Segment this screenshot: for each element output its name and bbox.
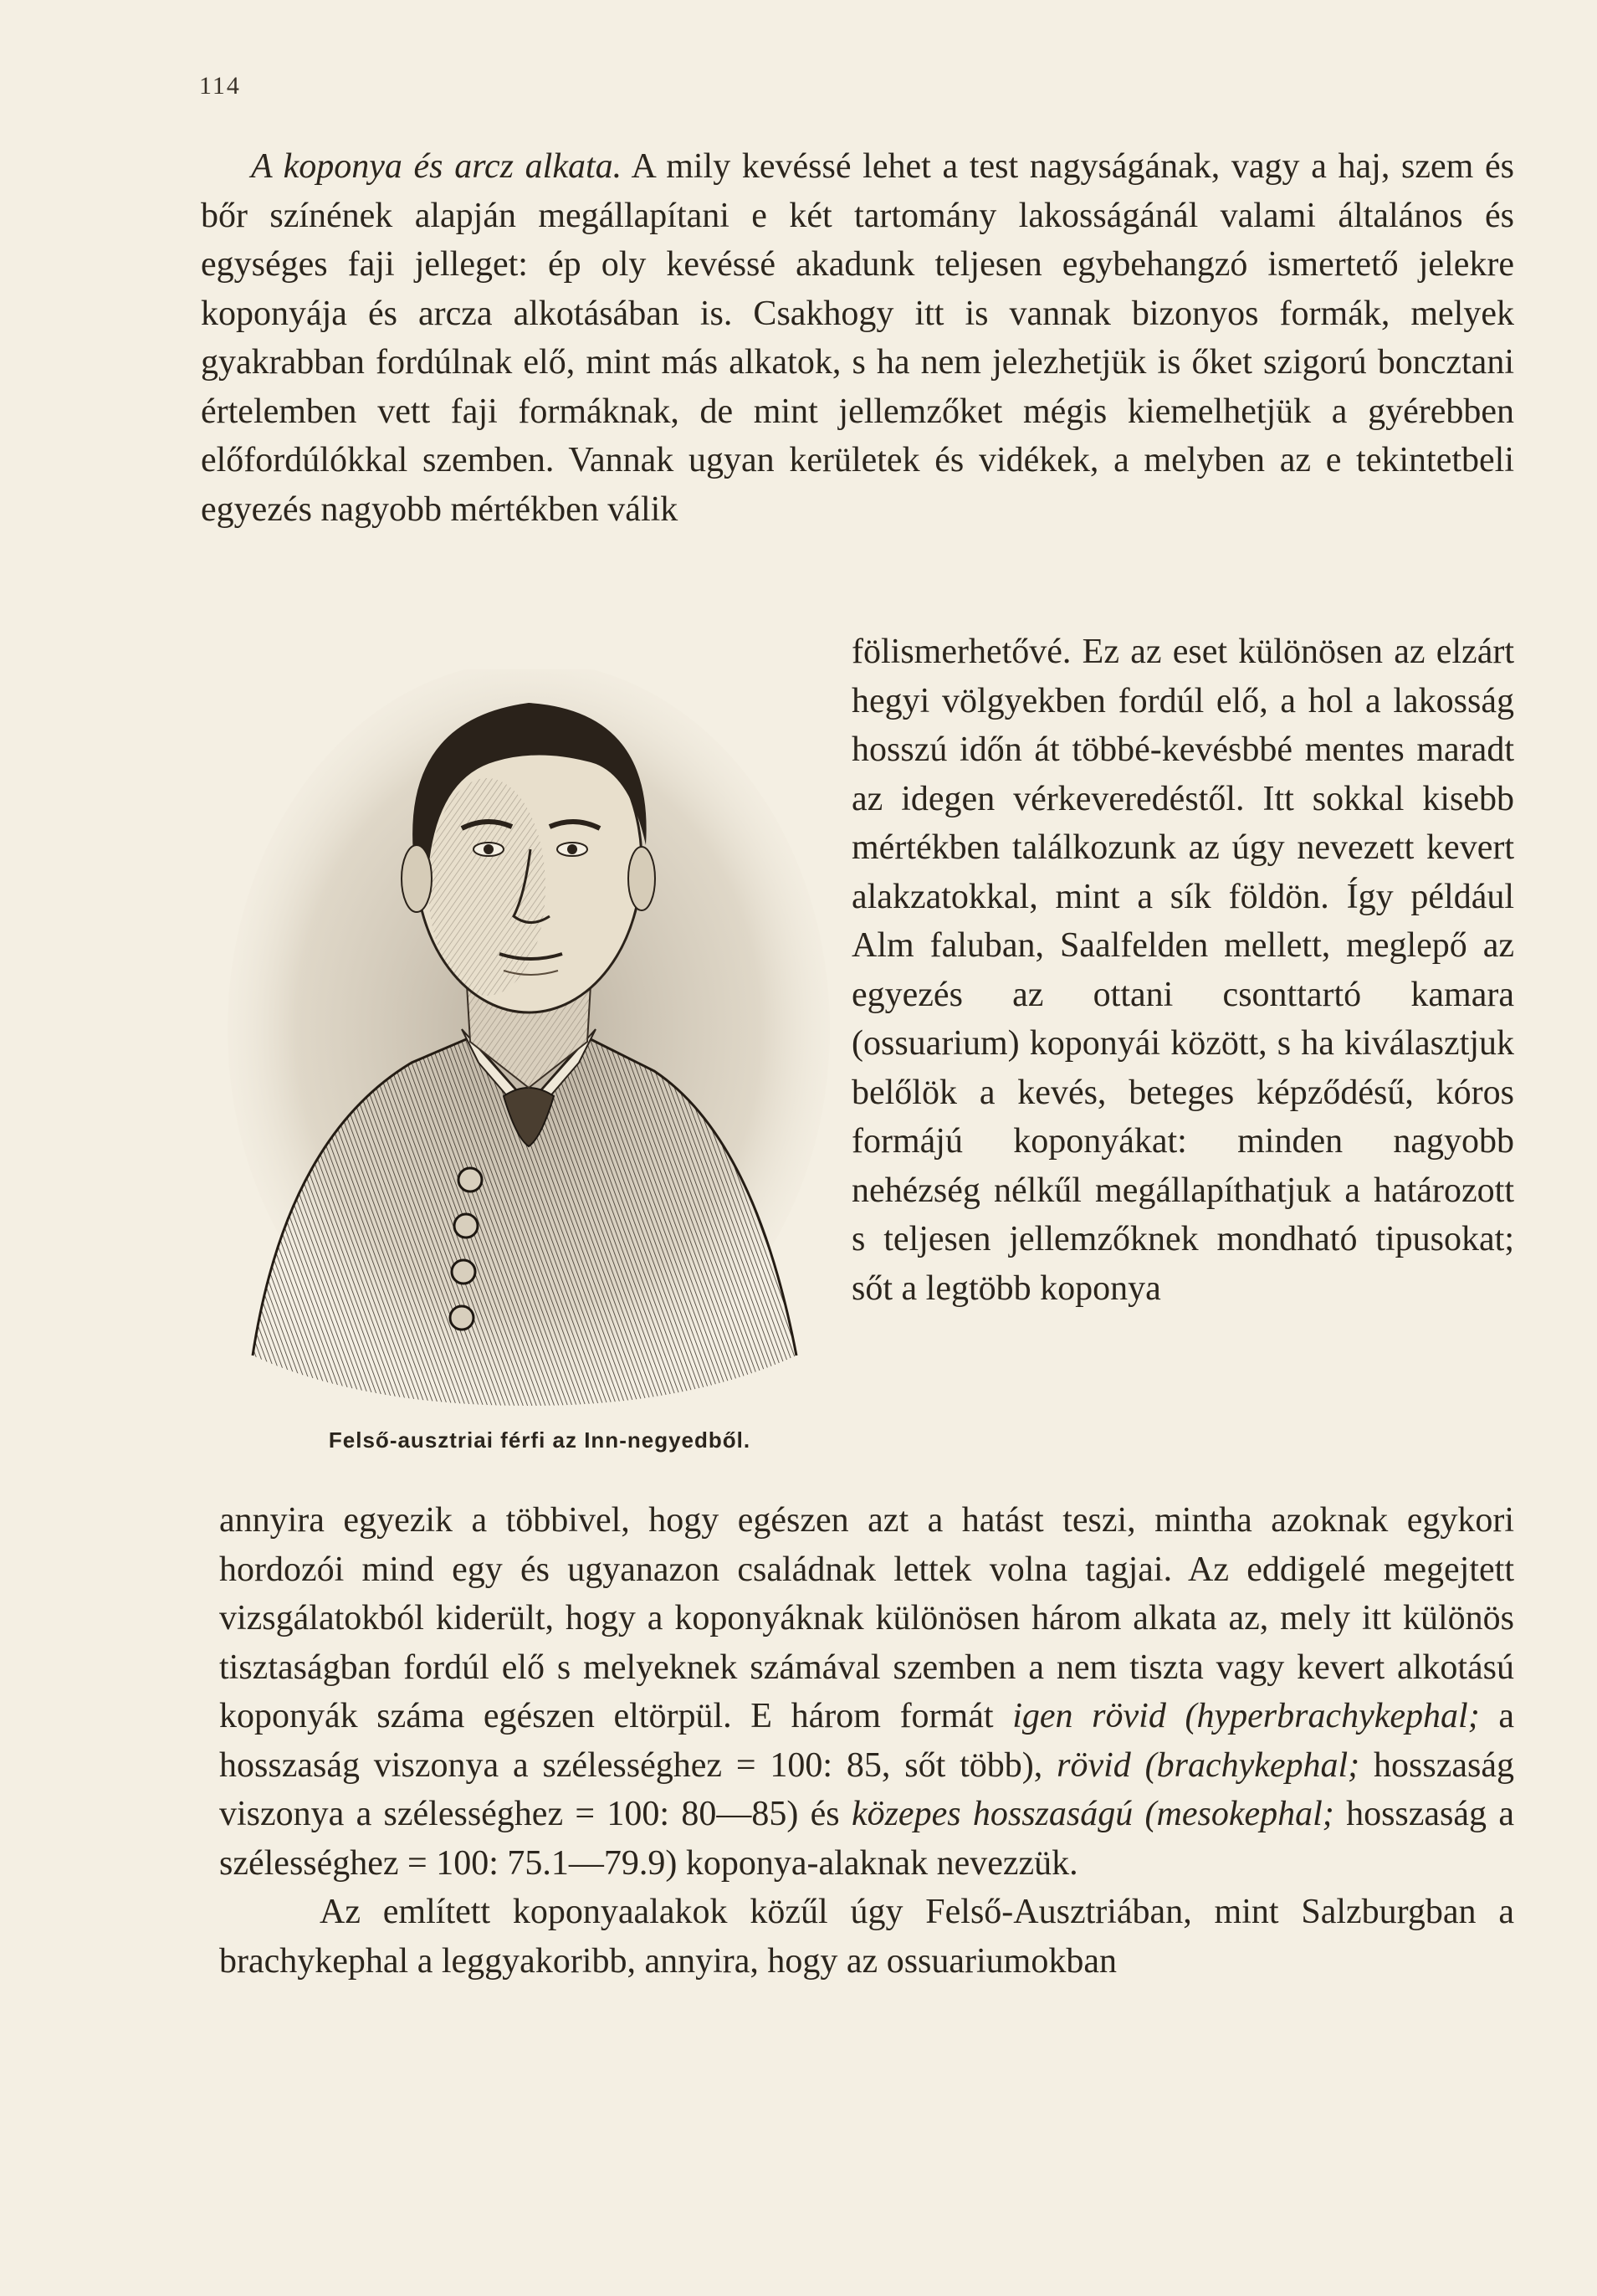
- term-mesokephal: közepes hosszaságú (mesokephal;: [851, 1795, 1334, 1833]
- term-hyperbrachykephal: igen rövid (hyperbrachykephal;: [1012, 1697, 1480, 1735]
- illustration-caption: Felső-ausztriai férfi az Inn-negyedből.: [328, 1427, 751, 1453]
- section-title: A koponya és arcz alkata.: [251, 147, 622, 186]
- term-brachykephal: rövid (brachykephal;: [1057, 1745, 1360, 1785]
- paragraph-text: a hosszaság viszonya a szélességhez = 100: 85, sőt több),: [219, 1697, 1514, 1785]
- portrait-engraving: [219, 669, 834, 1422]
- paragraph-text: annyira egyezik a többivel, hogy egészen azt a hatást teszi, mintha azoknak egykori hordozói mind egy és ugyanazon családnak lettek volna tagjai. Az eddigelé megejtett vizsgálatokból kiderült, hogy a koponyáknak különösen három alkata az, mely itt különös tisztaságban fordúl elő s melyeknek számával szemben a nem tiszta vagy kevert alkotású koponyák száma egészen eltörpül. E három formát: [219, 1501, 1514, 1735]
- page-number: 114: [199, 72, 241, 100]
- paragraph-text: A mily kevéssé lehet a test nagyságának, vagy a haj, szem és bőr színének alapján megállapítani e két tartomány lakosságánál valami általános és egységes faji jelleget: ép oly kevéssé akadunk teljesen egybehangzó ismertető jelekre koponyája és arcza alkotásában is. Csakhogy itt is vannak bizonyos formák, melyek gyakrabban fordúlnak elő, mint más alkatok, s ha nem jelezhetjük is őket szigorú boncztani értelemben vett faji formáknak, de mint jellemzőket mégis kiemelhetjük a gyérebben előfordúlókkal szemben. Vannak ugyan kerületek és vidékek, a melyben az e tekintetbeli egyezés nagyobb mértékben válik: [201, 147, 1514, 529]
- paragraph-top: [201, 142, 1514, 534]
- paragraph-side: [852, 628, 1514, 1313]
- paragraph-text: hosszaság viszonya a szélességhez = 100: 80—85) és: [219, 1745, 1514, 1833]
- paragraph-bottom: [219, 1496, 1514, 1986]
- paragraph-2: Az említett koponyaalakok közűl úgy Felső-Ausztriában, mint Salzburgban a brachykephal a leggyakoribb, annyira, hogy az ossuariumokban: [219, 1893, 1514, 1981]
- paragraph-text: fölismerhetővé. Ez az eset különösen az elzárt hegyi völgyekben fordúl elő, a hol a lakosság hosszú időn át többé-kevésbbé mentes maradt az idegen vérkeveredéstől. Itt sokkal kisebb mértékben találkozunk az úgy nevezett kevert alakzatokkal, mint a sík földön. Így például Alm faluban, Saalfelden mellett, meglepő az egyezés az ottani csonttartó kamara (ossuarium) koponyái között, s ha kiválasztjuk belőlök a kevés, beteges képződésű, kóros formájú koponyákat: minden nagyobb nehézség nélkűl megállapíthatjuk a határozott s teljesen jellemzőknek mondható tipusokat; sőt a legtöbb koponya: [852, 633, 1514, 1308]
- paragraph-text: hosszaság a szélességhez = 100: 75.1—79.9) koponya-alaknak nevezzük.: [219, 1795, 1514, 1883]
